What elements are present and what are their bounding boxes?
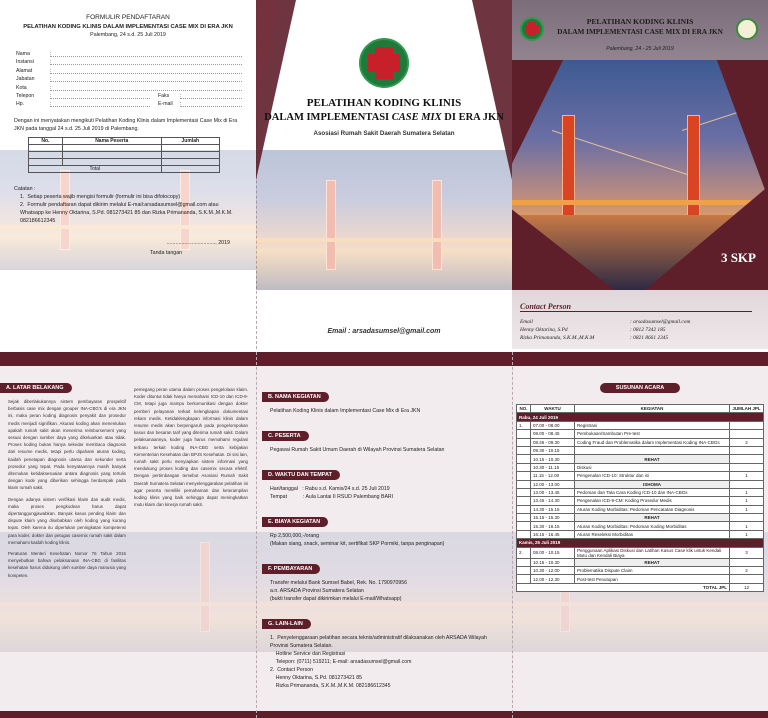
agenda-jpl [730,514,764,522]
agenda-no [517,530,531,538]
section-line: 1. Penyelenggaraan pelatihan secara teknis/administratif dilaksanakan oleh ARSADA Wilayah Provinsi Sumatera Selatan. [270,635,489,649]
agenda-activity: REHAT [575,455,730,463]
middle-panel [256,0,512,349]
form-field-input[interactable]: : [180,100,242,107]
agenda-jpl [730,455,764,463]
info-section [262,424,506,454]
form-field-label: Nama [16,51,30,57]
agenda-row [517,463,764,471]
agenda-time: 10.30 - 11.15 [531,463,575,471]
form-fields [14,50,242,109]
top-band [0,352,768,366]
table-cell[interactable] [161,144,219,151]
form-subtitle: PELATIHAN KODING KLINIS DALAM IMPLEMENTASI CASE MIX DI ERA JKN [23,24,233,30]
agenda-activity: Problematika Dispute Claim [575,567,730,575]
agenda-jpl: 1 [730,522,764,530]
agenda-total-label: TOTAL JPL [517,583,730,591]
agenda-no [517,446,531,454]
agenda-row [517,480,764,488]
agenda-activity: Diskusi [575,463,730,471]
table-cell[interactable] [62,144,161,151]
agenda-activity: Pengenalan ICD-9-CM: Koding Prosedur Medis [575,497,730,505]
form-field-input[interactable]: : [50,100,150,107]
brochure-outside [0,0,768,349]
section-line: Transfer melalui Bank Sumsel Babel, Rek. No. 1790970956 [270,580,408,586]
cover-panel [512,0,768,349]
agenda-no [517,488,531,496]
form-field-row [16,92,242,100]
section-line: Hotline Service dan Registrasi [270,651,346,657]
agenda-row [517,438,764,446]
agenda-day: Rabu, 24 Juli 2019 [517,413,764,421]
agenda-header: JUMLAH JPL [730,405,764,413]
agenda-time: 08.00 - 10.15 [531,547,575,558]
table-cell[interactable] [29,151,63,158]
section-line: Rp 2,500,000,-/orang [270,533,320,539]
notes-title: Catatan : [14,185,36,192]
info-section [262,385,506,415]
note-2: 2. Formulir pendaftaran dapat dikirim melalui E-mail:arsadasumsel@gmail.com atau Whatsapp ke Henny Oktarina, S.Pd. 081273421 85 dan Rizka Primananda, S.K.M.,M.K.M. 082186612345 [20,201,233,224]
section-heading: B. NAMA KEGIATAN [262,392,329,402]
agenda-time: 12.00 - 12.30 [531,575,575,583]
agenda-time: 11.15 - 12.00 [531,472,575,480]
form-field-row [16,84,242,92]
agenda-no [517,505,531,513]
agenda-time: 14.30 - 15.15 [531,505,575,513]
agenda-no [517,575,531,583]
table-cell[interactable] [161,158,219,165]
section-line: (Makan siang, snack, seminar kit, sertifikat SKP Pormiki, tanpa penginapan) [270,541,445,547]
agenda-no [517,438,531,446]
table-header-no: No. [29,137,63,144]
agenda-row [517,567,764,575]
agenda-row [517,547,764,558]
fold-line [256,352,257,718]
contact-value: : 0821 8661 2345 [630,335,669,341]
form-field-label: Instansi [16,59,34,66]
middle-email: Email : arsadasumsel@gmail.com [327,328,441,335]
registration-form-panel [0,0,256,349]
agenda-time: 07.00 - 08.00 [531,421,575,429]
agenda-header: WAKTU [531,405,575,413]
contact-list [520,318,760,342]
section-heading: D. WAKTU DAN TEMPAT [262,470,340,480]
agenda-jpl: 1 [730,488,764,496]
table-cell[interactable] [161,151,219,158]
contact-value: : 0812 7342 185 [630,327,666,333]
agenda-table [516,404,764,592]
agenda-time: 10.15 - 10.30 [531,558,575,566]
brochure-inside [0,352,768,718]
agenda-activity: Coding Fraud dan Problematika dalam Implementasi Koding INA-CBGs [575,438,730,446]
contact-row [520,318,760,326]
table-header-name: Nama Peserta [62,137,161,144]
middle-title-line2: DALAM IMPLEMENTASI CASE MIX DI ERA JKN [264,112,504,123]
agenda-jpl [730,430,764,438]
contact-row [520,334,760,342]
agenda-activity: Pembukaan/Sambutan Pre-test [575,430,730,438]
agenda-jpl [730,575,764,583]
agenda-no [517,522,531,530]
form-field-row [16,67,242,75]
note-1: 1. Setiap peserta wajib mengisi formulir (formulir ini bisa difotocopy) [20,193,181,200]
agenda-time: 13.00 - 13.45 [531,488,575,496]
agenda-row [517,455,764,463]
agenda-activity: ISHOMA [575,480,730,488]
agenda-row [517,505,764,513]
section-line: Pegawai Rumah Sakit Umum Daerah di Wilayah Provinsi Sumatera Selatan [270,447,445,453]
form-field-label: Kota [16,84,27,91]
agenda-row [517,530,764,538]
contact-value: : arsadasumsel@gmail.com [630,319,691,325]
agenda-row [517,497,764,505]
table-cell[interactable] [29,158,63,165]
skp-badge: 3 SKP [720,250,756,265]
agenda-no [517,497,531,505]
cover-title-line2: DALAM IMPLEMENTASI CASE MIX DI ERA JKN [557,28,723,36]
section-line: a.n. ARSADA Provinsi Sumatera Selatan [270,588,364,594]
section-heading: C. PESERTA [262,431,309,441]
form-title: FORMULIR PENDAFTARAN [86,14,170,21]
latar-paragraph-2: Dengan adanya sistem verifikasi klaim dan audit medis, maka proses pengkodean harus dapat dipertanggungjawabkan. Banyak kasus pending klaim dan dispute klaim yang disebabkan oleh koding yang kurang tepat. Oleh karena itu diperlukan peningkatan kompetensi para koder, dokter dan petugas casemix rumah sakit dalam memahami kaidah koding klinis. [8,496,126,545]
agenda-activity: Penggunaan Aplikasi Diskusi dan Latihan Kasus Case klik untuk Kendali Mutu dan Kendali Biaya [575,547,730,558]
table-cell[interactable] [29,144,63,151]
form-field-input[interactable]: : [50,58,242,65]
table-cell[interactable] [62,158,161,165]
agenda-activity: Aturan Koding Morbiditas: Pedoman Koding Morbiditas [575,522,730,530]
agenda-jpl: 2 [730,567,764,575]
agenda-jpl: 2 [730,438,764,446]
form-field-row [16,58,242,66]
section-line: Pelatihan Koding Klinis dalam Implementasi Case Mix di Era JKN [270,408,421,414]
burgundy-shape [472,0,512,180]
agenda-row [517,472,764,480]
agenda-activity: REHAT [575,558,730,566]
participant-table [28,137,220,173]
agenda-jpl [730,558,764,566]
agenda-no [517,558,531,566]
agenda-time: 13.45 - 14.30 [531,497,575,505]
agenda-no [517,567,531,575]
agenda-activity [575,446,730,454]
section-line: Tempat : Aula Lantai II RSUD Palembang BARI [270,494,394,500]
agenda-jpl: 1 [730,505,764,513]
contact-name: Henny Oktarina, S.Pd [520,327,568,333]
table-cell[interactable] [62,151,161,158]
agenda-jpl: 1 [730,530,764,538]
cover-date: Palembang, 24 - 25 Juli 2019 [606,46,674,52]
agenda-activity: Registrasi [575,421,730,429]
cover-title-line1: PELATIHAN KODING KLINIS [586,17,694,26]
latar-heading: A. LATAR BELAKANG [0,383,72,393]
agenda-no [517,463,531,471]
info-section [262,612,506,690]
form-field-input[interactable]: : [50,84,242,91]
agenda-jpl: 1 [730,472,764,480]
agenda-activity: Pedoman dan Tata Cara Koding ICD-10 dan INA-CBGs [575,488,730,496]
form-field-label: Jabatan [16,76,35,83]
agenda-time: 09.30 - 10.15 [531,446,575,454]
table-total-label: Total [29,165,162,172]
agenda-row [517,583,764,591]
middle-title-line1: PELATIHAN KODING KLINIS [306,97,462,109]
agenda-row [517,514,764,522]
agenda-jpl [730,463,764,471]
latar-paragraph-4: pemegang peran utama dalam proses pengelolaan klaim. Koder dituntut tidak hanya memahami ICD-10 dan ICD-9-CM, tetapi juga mampu berkomunikasi dengan dokter pemberi pelayanan terkait kelengkapan dokumentasi rekam medis. Ketidaklengkapan informasi klinis dalam resume medis akan berpengaruh pada pengelompokan kasus dan besaran tarif yang diterima rumah sakit. Dalam pelaksanaannya, koder juga harus memahami regulasi terbaru terkait koding INA-CBG serta kebijakan Kementerian Kesehatan dan BPJS Kesehatan. Di sisi lain, rumah sakit perlu menyiapkan sistem informasi yang mendukung proses koding dan casemix secara efektif. Dengan pertimbangan tersebut Asosiasi Rumah Sakit Daerah Sumatera Selatan menyelenggarakan pelatihan ini agar peserta memiliki pemahaman dan keterampilan koding klinis yang baik sehingga dapat meningkatkan mutu klaim dan kinerja rumah sakit. [133,387,248,508]
agenda-row [517,522,764,530]
form-field-label: Hp. [16,101,25,108]
agenda-activity: REHAT [575,514,730,522]
section-heading: E. BIAYA KEGIATAN [262,517,328,527]
form-field-label: Telepon [16,93,35,100]
agenda-header: NO. [517,405,531,413]
agenda-jpl: 3 [730,547,764,558]
contact-title: Contact Person [520,302,752,312]
agenda-time: 12.00 - 13.00 [531,480,575,488]
agenda-activity: Post-test Penutupan [575,575,730,583]
table-total-cell[interactable] [161,165,219,172]
form-field-input[interactable]: : [50,75,242,82]
contact-name: Rizka Primananda, S.K.M.,M.K.M [520,335,595,341]
section-line: Rizka Primananda, S.K.M.,M.K.M. 082186612345 [270,683,391,689]
form-statement: Dengan ini menyatakan mengikuti Pelatihan Koding Klinis dalam Implementasi Case Mix di Era JKN pada tanggal 24 s.d. 25 Juli 2019 di Palembang. [14,117,238,132]
latar-paragraph-1: Sejak diberlakukannya sistem pembayaran prospektif berbasis case mix dengan grouper INA-CBG's di era JKN ini, maka peran koding diagnosis penyakit dan prosedur medis menjadi signifikan. Akurasi koding akan menentukan apakah rumah sakit akan menerima reimbursement yang sesuai dengan sumber daya yang dikeluarkan atau tidak. Proses koding bukan hanya sekedar membaca diagnosis dari resume medis, tetapi perlu dipahami aturan koding, kaidah penetapan diagnosis utama dan sekunder serta prosedur yang tepat. Pada kenyataannya masih banyak ditemukan ketidaksesuaian antara diagnosis yang tertulis dengan kode yang diberikan sehingga berdampak pada klaim rumah sakit. [8,399,126,491]
agenda-jpl [730,480,764,488]
section-heading: F. PEMBAYARAN [262,564,320,574]
table-header-amount: Jumlah [161,137,219,144]
signature-label: Tanda tangan [150,249,183,256]
agenda-total-value: 12 [730,583,764,591]
agenda-no [517,472,531,480]
form-field-row [16,100,242,108]
agenda-no: 1. [517,421,531,429]
form-field-input[interactable]: : [50,50,242,57]
agenda-row [517,430,764,438]
agenda-activity: Pengenalan ICD-10: Struktur dan isi [575,472,730,480]
info-section [262,557,506,603]
section-heading: G. LAIN-LAIN [262,619,311,629]
section-line: Hari/tanggal : Rabu s.d. Kamis/24 s.d. 25 Juli 2019 [270,486,390,492]
agenda-row [517,575,764,583]
section-line: Henny Oktarina, S.Pd. 081273421 85 [270,675,362,681]
agenda-day: Kamis, 25 Juli 2019 [517,539,764,547]
section-line: 2. Contact Person [270,667,313,673]
agenda-section [512,376,768,592]
signature-date: ................................., 2019 [166,239,230,246]
agenda-heading: SUSUNAN ACARA [600,383,680,393]
form-field-input[interactable]: : [180,92,242,99]
form-date: Palembang, 24 s.d. 25 Juli 2019 [90,32,166,38]
contact-name: Email [520,319,533,325]
agenda-no [517,455,531,463]
agenda-row [517,539,764,547]
agenda-row [517,421,764,429]
agenda-row [517,413,764,421]
info-section [262,463,506,501]
contact-row [520,326,760,334]
agenda-time: 16.15 - 16.45 [531,530,575,538]
agenda-activity: Aturan Koding Morbiditas: Pedoman Pencatatan Diagnosis [575,505,730,513]
form-field-label: Faks [158,93,170,100]
section-line: (bukti transfer dapat dikirimkan melalui E-mail/Whatsapp) [270,596,402,602]
agenda-time: 10.30 - 12.00 [531,567,575,575]
form-field-input[interactable]: : [50,67,242,74]
form-field-row [16,50,242,58]
agenda-no [517,430,531,438]
form-field-row [16,75,242,83]
agenda-no: 2. [517,547,531,558]
agenda-row [517,558,764,566]
organization-name: Asosiasi Rumah Sakit Daerah Sumatera Selatan [313,130,455,137]
agenda-header: KEGIATAN [575,405,730,413]
info-section [262,510,506,548]
form-field-label: Alamat [16,67,33,74]
arsada-logo [359,38,409,88]
form-field-input[interactable]: : [50,92,150,99]
agenda-no [517,480,531,488]
background-section [0,376,256,714]
agenda-time: 08.00 - 08.45 [531,430,575,438]
form-field-label: E-mail [158,101,173,108]
agenda-activity: Aturan Reseleksi Morbiditas [575,530,730,538]
section-line: Telepon: (0711) 519211; E-mail: arsadasumsel@gmail.com [270,659,412,665]
agenda-time: 15.30 - 16.15 [531,522,575,530]
agenda-time: 10.15 - 10.30 [531,455,575,463]
agenda-jpl [730,446,764,454]
agenda-jpl [730,421,764,429]
agenda-time: 08.45 - 09.30 [531,438,575,446]
agenda-no [517,514,531,522]
latar-paragraph-3: Peraturan Menteri Kesehatan Nomor 76 Tahun 2016 menyebutkan bahwa pelaksanaan INA-CBG di fasilitas kesehatan harus didukung oleh sumber daya manusia yang kompeten. [8,551,126,578]
agenda-time: 15.15 - 15.30 [531,514,575,522]
info-sections [262,376,506,690]
agenda-row [517,488,764,496]
agenda-row [517,446,764,454]
agenda-jpl: 1 [730,497,764,505]
